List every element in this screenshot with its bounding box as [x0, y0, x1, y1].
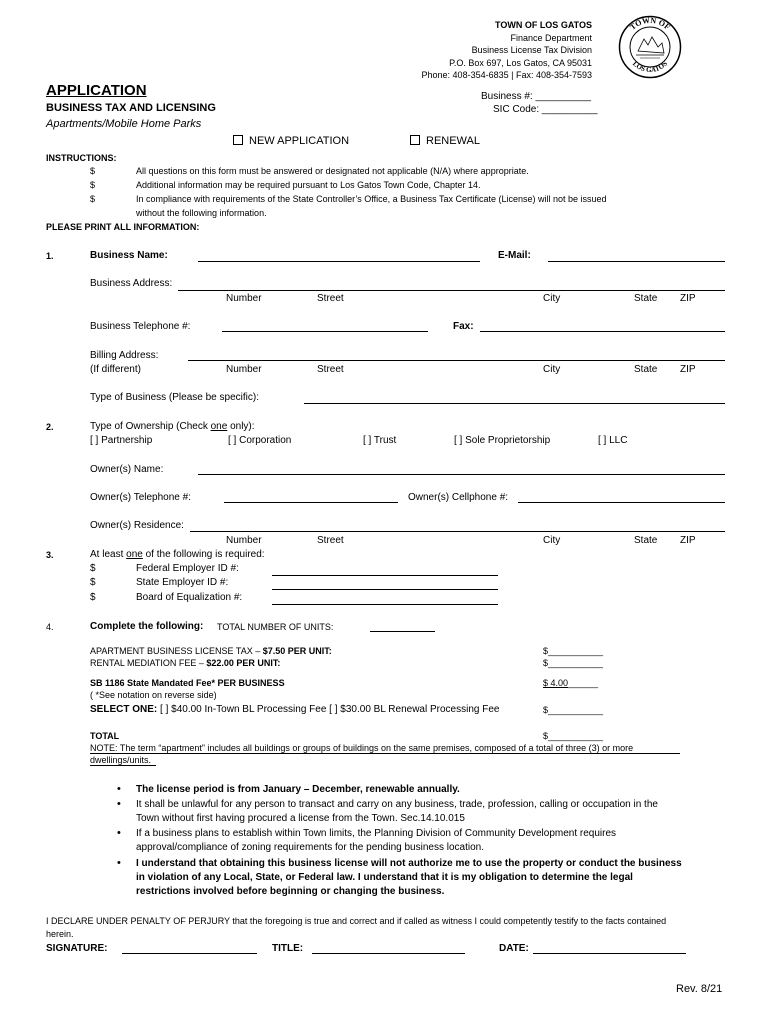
billing-city-caption: City [543, 364, 561, 375]
revision-label: Rev. 8/21 [676, 983, 723, 995]
seal-bottom-text: LOS GATOS [630, 59, 670, 75]
instruction-item-3-cont: without the following information. [136, 208, 267, 218]
addr-state-caption: State [634, 293, 658, 304]
understand-text-1: I understand that obtaining this business license will not authorize me to use the property or conduct the business [136, 858, 682, 869]
residence-zip-caption: ZIP [680, 535, 696, 546]
ownership-partnership-option[interactable]: [ ] Partnership [90, 435, 153, 446]
ownership-corporation-option[interactable]: [ ] Corporation [228, 435, 292, 446]
instruction-bullet-2: $ [90, 180, 96, 190]
type-of-business-label: Type of Business (Please be specific): [90, 392, 259, 403]
new-application-option[interactable] [233, 135, 349, 147]
section-3-number: 3. [46, 550, 54, 560]
planning-text-2: approval/compliance of zoning requirements for the pending business location. [136, 842, 484, 853]
renewal-label: RENEWAL [426, 135, 480, 147]
billing-address-input[interactable] [188, 360, 725, 361]
business-name-input[interactable] [198, 261, 480, 262]
section-1-number: 1. [46, 251, 54, 261]
addr-number-caption: Number [226, 293, 262, 304]
unlawful-text-1: It shall be unlawful for any person to transact and carry on any business, trade, profession, calling or occupation in the [136, 799, 658, 810]
license-period-text: The license period is from January – December, renewable annually. [136, 784, 460, 795]
note-underline [90, 753, 680, 754]
print-all-label: PLEASE PRINT ALL INFORMATION: [46, 222, 200, 232]
signature-label: SIGNATURE: [46, 943, 108, 954]
svg-text:TOWN OF [628, 16, 672, 32]
svg-text:LOS GATOS [631, 60, 669, 75]
if-different-label: (If different) [90, 364, 141, 375]
renewal-option[interactable] [410, 135, 480, 147]
fax-input[interactable] [480, 331, 725, 332]
bullet-dot-2: • [117, 798, 121, 810]
bullet-dot-4: • [117, 857, 121, 869]
declaration-text-cont: herein. [46, 929, 74, 939]
new-application-checkbox[interactable] [233, 135, 243, 145]
town-address: P.O. Box 697, Los Gatos, CA 95031 [449, 58, 592, 68]
town-dept: Finance Department [510, 33, 592, 43]
unlawful-text-2: Town without first having procured a license from the Town. Sec.14.10.015 [136, 813, 465, 824]
board-equalization-label: Board of Equalization #: [136, 592, 243, 603]
license-tax-amount[interactable]: $___________ [543, 646, 604, 656]
page-subtitle-2: Apartments/Mobile Home Parks [46, 118, 202, 130]
ownership-trust-option[interactable]: [ ] Trust [363, 435, 397, 446]
instruction-bullet-1: $ [90, 166, 96, 176]
sic-code-field[interactable]: SIC Code: __________ [493, 104, 598, 115]
mediation-fee-amount[interactable]: $___________ [543, 658, 604, 668]
fax-label: Fax: [453, 321, 474, 332]
total-units-label: TOTAL NUMBER OF UNITS: [217, 622, 334, 632]
town-phone: Phone: 408-354-6835 | Fax: 408-354-7593 [421, 70, 592, 80]
note-underline-2 [90, 765, 156, 766]
business-name-label: Business Name: [90, 250, 168, 261]
owner-name-label: Owner(s) Name: [90, 464, 164, 475]
seal-top-text: TOWN OF [628, 15, 672, 32]
page-subtitle: BUSINESS TAX AND LICENSING [46, 102, 216, 114]
addr-zip-caption: ZIP [680, 293, 696, 304]
sb1186-note: ( *See notation on reverse side) [90, 690, 217, 700]
new-application-label: NEW APPLICATION [249, 135, 350, 147]
section-3-bullet-1: $ [90, 563, 96, 574]
mediation-fee-label: RENTAL MEDIATION FEE – $22.00 PER UNIT: [90, 658, 281, 668]
billing-number-caption: Number [226, 364, 262, 375]
section-3-bullet-3: $ [90, 592, 96, 603]
residence-state-caption: State [634, 535, 658, 546]
date-input[interactable] [533, 953, 686, 954]
board-equalization-input[interactable] [272, 604, 498, 605]
select-one-row[interactable]: SELECT ONE: [ ] $40.00 In-Town BL Processing Fee [ ] $30.00 BL Renewal Processing Fee [90, 704, 500, 715]
town-name: TOWN OF LOS GATOS [494, 20, 592, 30]
date-label: DATE: [499, 943, 529, 954]
section-3-heading: At least one of the following is required: [90, 549, 265, 560]
federal-employer-id-input[interactable] [272, 575, 498, 576]
business-address-input[interactable] [178, 290, 725, 291]
declaration-text: I DECLARE UNDER PENALTY OF PERJURY that the foregoing is true and correct and if called as witness I could competently testify to the facts contained [46, 916, 667, 926]
email-input[interactable] [548, 261, 725, 262]
understand-text-3: restrictions involved before beginning or changing the business. [136, 886, 445, 897]
residence-number-caption: Number [226, 535, 262, 546]
section-4-heading: Complete the following: [90, 621, 204, 632]
owner-name-input[interactable] [198, 474, 725, 475]
state-employer-id-label: State Employer ID #: [136, 577, 229, 588]
instruction-item-2: Additional information may be required pursuant to Los Gatos Town Code, Chapter 14. [136, 180, 481, 190]
ownership-llc-option[interactable]: [ ] LLC [598, 435, 628, 446]
town-division: Business License Tax Division [471, 45, 592, 55]
business-number-field[interactable]: Business #: __________ [481, 91, 592, 102]
owner-telephone-input[interactable] [224, 502, 398, 503]
sb1186-amount: $ 4.00______ [543, 678, 599, 688]
understand-text-2: in violation of any Local, State, or Federal law. I understand that it is my obligation to determine the legal [136, 872, 633, 883]
total-units-input[interactable] [370, 631, 435, 632]
addr-street-caption: Street [317, 293, 344, 304]
instruction-bullet-3: $ [90, 194, 96, 204]
billing-address-label: Billing Address: [90, 350, 159, 361]
license-tax-label: APARTMENT BUSINESS LICENSE TAX – $7.50 PER UNIT: [90, 646, 332, 656]
section-2-number: 2. [46, 422, 54, 432]
total-amount[interactable]: $___________ [543, 731, 604, 741]
billing-street-caption: Street [317, 364, 344, 375]
section-4-number: 4. [46, 622, 54, 632]
renewal-checkbox[interactable] [410, 135, 420, 145]
business-address-label: Business Address: [90, 278, 173, 289]
owner-cellphone-label: Owner(s) Cellphone #: [408, 492, 509, 503]
ownership-heading: Type of Ownership (Check one only): [90, 421, 255, 432]
page-title: APPLICATION [46, 82, 147, 99]
signature-input[interactable] [122, 953, 257, 954]
type-of-business-input[interactable] [304, 403, 725, 404]
owner-residence-input[interactable] [190, 531, 725, 532]
business-telephone-input[interactable] [222, 331, 428, 332]
section-3-bullet-2: $ [90, 577, 96, 588]
residence-street-caption: Street [317, 535, 344, 546]
owner-cellphone-input[interactable] [518, 502, 725, 503]
addr-city-caption: City [543, 293, 561, 304]
instructions-label: INSTRUCTIONS: [46, 153, 117, 163]
owner-residence-label: Owner(s) Residence: [90, 520, 184, 531]
instruction-item-3: In compliance with requirements of the State Controller’s Office, a Business Tax Certificate (License) will not be issued [136, 194, 607, 204]
apartment-note-cont: dwellings/units. [90, 755, 152, 765]
sb1186-label: SB 1186 State Mandated Fee* PER BUSINESS [90, 678, 285, 688]
owner-telephone-label: Owner(s) Telephone #: [90, 492, 191, 503]
total-label: TOTAL [90, 731, 120, 741]
billing-zip-caption: ZIP [680, 364, 696, 375]
bullet-dot-1: • [117, 783, 121, 795]
state-employer-id-input[interactable] [272, 589, 498, 590]
bullet-dot-3: • [117, 827, 121, 839]
planning-text-1: If a business plans to establish within Town limits, the Planning Division of Community Development requires [136, 828, 617, 839]
business-telephone-label: Business Telephone #: [90, 321, 191, 332]
town-seal-logo [618, 15, 682, 79]
title-label: TITLE: [272, 943, 304, 954]
title-input[interactable] [312, 953, 465, 954]
residence-city-caption: City [543, 535, 561, 546]
apartment-note: NOTE: The term “apartment” includes all buildings or groups of buildings on the same premises, composed of a total of three (3) or more [90, 743, 634, 753]
ownership-sole-prop-option[interactable]: [ ] Sole Proprietorship [454, 435, 551, 446]
federal-employer-id-label: Federal Employer ID #: [136, 563, 239, 574]
processing-fee-amount[interactable]: $___________ [543, 705, 604, 715]
billing-state-caption: State [634, 364, 658, 375]
instruction-item-1: All questions on this form must be answered or designated not applicable (N/A) where appropriate. [136, 166, 529, 176]
email-label: E-Mail: [498, 250, 531, 261]
